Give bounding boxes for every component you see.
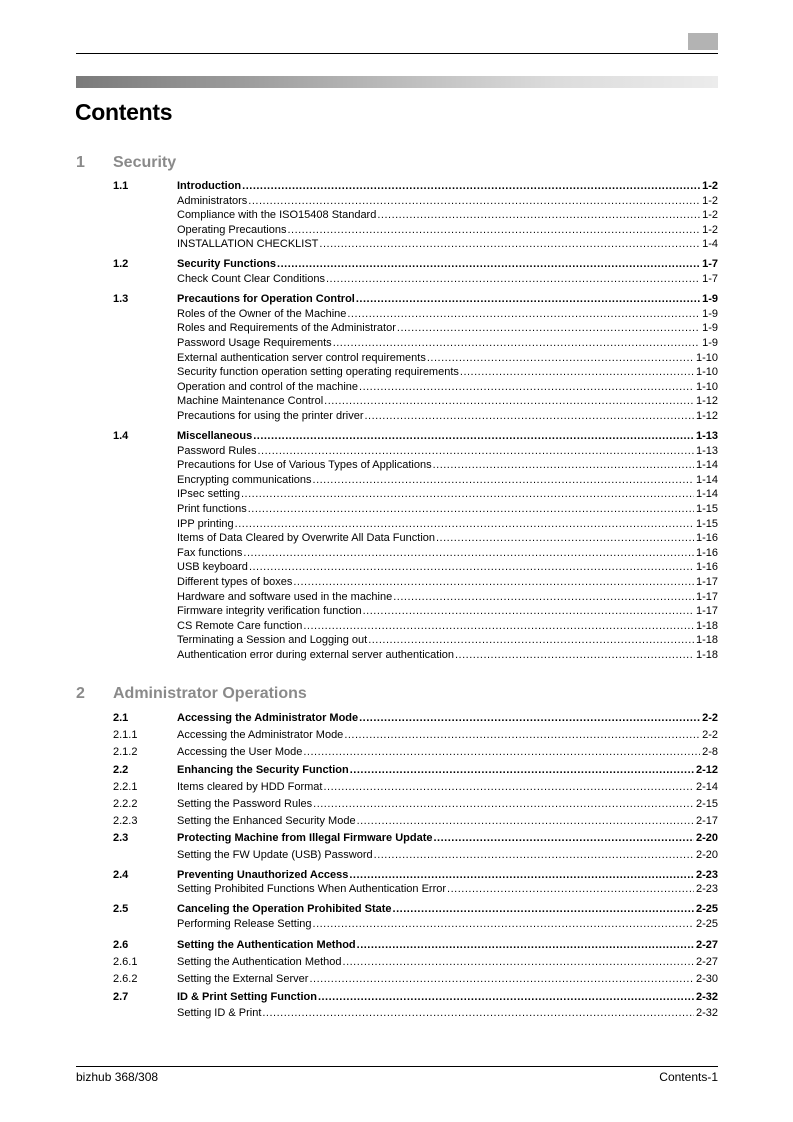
toc-entry-number: 1.1 <box>113 180 129 192</box>
dot-leader <box>447 882 694 897</box>
dot-leader <box>248 502 694 517</box>
toc-entry-page: 2-2 <box>702 712 718 724</box>
dot-leader <box>253 429 694 444</box>
toc-entry-page: 1-18 <box>695 648 718 661</box>
toc-entry-page: 1-16 <box>695 561 718 574</box>
toc-entry-page: 2-30 <box>695 973 718 986</box>
dot-leader <box>309 971 694 988</box>
toc-entry[interactable] <box>113 409 718 424</box>
toc-section-group <box>113 429 718 663</box>
toc-entry-number: 2.1.2 <box>113 746 138 759</box>
toc-entry[interactable] <box>113 394 718 409</box>
toc-entry-page: 2-8 <box>702 746 718 759</box>
toc-entry[interactable] <box>113 575 718 590</box>
toc-entry[interactable] <box>113 710 718 727</box>
toc-entry-number: 2.1 <box>113 712 129 724</box>
toc-entry-page: 1-2 <box>702 180 718 192</box>
toc-entry-title: Print functions <box>177 502 247 515</box>
toc-entry-page: 1-17 <box>695 575 718 588</box>
toc-entry[interactable] <box>113 272 718 287</box>
toc-entry-page: 1-14 <box>695 488 718 501</box>
toc-section-group <box>113 710 718 862</box>
toc-entry-title: Canceling the Operation Prohibited State <box>177 903 392 916</box>
toc-entry[interactable] <box>113 208 718 223</box>
toc-entry-page: 1-10 <box>695 380 718 393</box>
toc-entry-title: Setting the Authentication Method <box>177 938 356 951</box>
toc-entry-number: 2.2.1 <box>113 780 138 793</box>
dot-leader <box>241 487 694 502</box>
dot-leader <box>242 179 700 194</box>
chapter-heading-security <box>76 154 718 174</box>
toc-entry-title: Administrators <box>177 194 248 207</box>
toc-entry[interactable] <box>113 502 718 517</box>
toc-entry-title: Setting the Password Rules <box>177 797 313 810</box>
footer-rule <box>76 1066 718 1067</box>
dot-leader <box>303 744 700 761</box>
toc-entry-title: Enhancing the Security Function <box>177 763 349 776</box>
toc-entry-page: 2-20 <box>695 848 718 861</box>
chapter-number: 2 <box>76 685 85 702</box>
dot-leader <box>287 223 700 238</box>
dot-leader <box>243 546 694 561</box>
header-rule <box>76 53 718 54</box>
toc-entry-page: 1-10 <box>695 366 718 379</box>
toc-entry[interactable] <box>113 179 718 194</box>
toc-entry-number: 2.6 <box>113 938 129 951</box>
toc-entry[interactable] <box>113 813 718 830</box>
toc-entry-page: 2-25 <box>695 917 718 930</box>
toc-entry[interactable] <box>113 473 718 488</box>
toc-entry[interactable] <box>113 868 718 883</box>
toc-entry-title: Operation and control of the machine <box>177 380 359 393</box>
dot-leader <box>318 989 694 1006</box>
toc-entry-page: 2-15 <box>695 797 718 810</box>
dot-leader <box>363 604 694 619</box>
toc-entry-page: 1-14 <box>695 473 718 486</box>
toc-entry-page: 1-14 <box>695 459 718 472</box>
corner-tab-marker <box>688 33 718 50</box>
toc-section-group <box>113 868 718 897</box>
dot-leader <box>324 394 694 409</box>
dot-leader <box>262 1006 694 1021</box>
toc-entry[interactable] <box>113 351 718 366</box>
dot-leader <box>313 917 694 932</box>
toc-entry[interactable] <box>113 444 718 459</box>
dot-leader <box>323 779 693 796</box>
dot-leader <box>349 868 694 883</box>
toc-entry[interactable] <box>113 902 718 917</box>
toc-entry-title: Accessing the Administrator Mode <box>177 712 359 724</box>
toc-section-group <box>113 179 718 252</box>
dot-leader <box>397 321 700 336</box>
dot-leader <box>257 444 693 459</box>
toc-entry[interactable] <box>113 648 718 663</box>
toc-entry-number: 2.2 <box>113 763 129 776</box>
toc-entry-title: Setting ID & Print <box>177 1006 262 1019</box>
toc-entry[interactable] <box>113 194 718 209</box>
footer-product-name: bizhub 368/308 <box>76 1070 159 1084</box>
toc-entry-page: 1-18 <box>695 634 718 647</box>
toc-entry-title: Password Usage Requirements <box>177 336 332 349</box>
toc-entry-page: 1-13 <box>695 444 718 457</box>
toc-entry-page: 1-9 <box>702 307 718 320</box>
toc-entry-title: Security function operation setting operating requirements <box>177 366 459 379</box>
dot-leader <box>368 633 694 648</box>
toc-entry-title: ID & Print Setting Function <box>177 990 317 1003</box>
toc-entry[interactable] <box>113 989 718 1006</box>
toc-entry[interactable] <box>113 971 718 988</box>
toc-entry-page: 2-12 <box>695 763 718 776</box>
toc-entry[interactable] <box>113 848 718 863</box>
toc-entry-title: Firmware integrity verification function <box>177 605 362 618</box>
dot-leader <box>249 560 694 575</box>
toc-entry-page: 1-7 <box>702 258 718 271</box>
toc-entry-page: 1-2 <box>702 194 718 207</box>
chapter-heading-administrator-operations <box>76 685 718 705</box>
toc-entry-page: 1-16 <box>695 532 718 545</box>
toc-entry-title: Accessing the Administrator Mode <box>177 729 344 742</box>
toc-entry-title: Setting the External Server <box>177 973 309 986</box>
toc-entry-page: 2-25 <box>695 903 718 916</box>
toc-entry-title: Security Functions <box>177 258 277 271</box>
dot-leader <box>393 590 694 605</box>
dot-leader <box>357 937 694 954</box>
toc-entry[interactable] <box>113 429 718 444</box>
toc-section-group <box>113 292 718 423</box>
toc-entry-title: INSTALLATION CHECKLIST <box>177 238 319 251</box>
dot-leader <box>460 365 694 380</box>
toc-entry-page: 1-15 <box>695 502 718 515</box>
toc-entry-title: Machine Maintenance Control <box>177 395 324 408</box>
dot-leader <box>433 458 694 473</box>
toc-entry-title: Fax functions <box>177 546 243 559</box>
dot-leader <box>344 727 700 744</box>
toc-entry-page: 1-7 <box>702 273 718 286</box>
dot-leader <box>277 257 700 272</box>
dot-leader <box>235 517 694 532</box>
toc-entry-title: Encrypting communications <box>177 473 312 486</box>
dot-leader <box>359 710 700 727</box>
toc-entry[interactable] <box>113 762 718 779</box>
toc-entry-title: IPsec setting <box>177 488 240 501</box>
toc-entry[interactable] <box>113 604 718 619</box>
toc-entry[interactable] <box>113 779 718 796</box>
toc-chapter-2 <box>113 710 718 1020</box>
toc-entry[interactable] <box>113 307 718 322</box>
toc-entry-title: Introduction <box>177 180 242 192</box>
toc-entry-page: 2-23 <box>695 883 718 896</box>
toc-entry[interactable] <box>113 560 718 575</box>
dot-leader <box>347 307 700 322</box>
toc-entry-page: 1-9 <box>702 322 718 335</box>
toc-entry[interactable] <box>113 257 718 272</box>
toc-entry-page: 1-9 <box>702 293 718 306</box>
dot-leader <box>359 380 694 395</box>
dot-leader <box>343 954 694 971</box>
toc-entry-title: Different types of boxes <box>177 575 293 588</box>
toc-entry[interactable] <box>113 954 718 971</box>
toc-entry-title: External authentication server control requirements <box>177 351 426 364</box>
toc-entry-page: 1-12 <box>695 409 718 422</box>
toc-entry[interactable] <box>113 619 718 634</box>
dot-leader <box>436 531 694 546</box>
toc-entry-page: 2-23 <box>695 868 718 881</box>
toc-entry-title: Protecting Machine from Illegal Firmware Update <box>177 832 433 845</box>
toc-entry-title: Hardware and software used in the machine <box>177 590 393 603</box>
toc-entry-title: Precautions for using the printer driver <box>177 409 364 422</box>
toc-entry[interactable] <box>113 1006 718 1021</box>
dot-leader <box>393 902 694 917</box>
dot-leader <box>303 619 694 634</box>
toc-entry-number: 2.2.3 <box>113 815 138 828</box>
toc-entry[interactable] <box>113 917 718 932</box>
title-gradient-bar <box>76 76 718 88</box>
toc-entry-title: Performing Release Setting <box>177 917 312 930</box>
toc-entry-page: 1-16 <box>695 546 718 559</box>
toc-entry[interactable] <box>113 744 718 761</box>
toc-entry[interactable] <box>113 237 718 252</box>
dot-leader <box>455 648 694 663</box>
toc-entry[interactable] <box>113 633 718 648</box>
dot-leader <box>333 336 700 351</box>
toc-entry-page: 1-18 <box>695 619 718 632</box>
toc-section-group <box>113 257 718 286</box>
dot-leader <box>313 796 694 813</box>
toc-entry-title: Precautions for Use of Various Types of Applications <box>177 459 432 472</box>
toc-entry[interactable] <box>113 223 718 238</box>
toc-entry-page: 2-2 <box>702 729 718 742</box>
toc-entry[interactable] <box>113 292 718 307</box>
toc-entry-page: 1-15 <box>695 517 718 530</box>
toc-entry[interactable] <box>113 336 718 351</box>
toc-entry-title: Items cleared by HDD Format <box>177 780 323 793</box>
toc-entry-page: 2-32 <box>695 990 718 1003</box>
toc-entry-page: 1-4 <box>702 238 718 251</box>
dot-leader <box>319 237 700 252</box>
toc-entry-title: Password Rules <box>177 444 257 457</box>
toc-entry-title: Setting the Authentication Method <box>177 956 342 969</box>
chapter-title: Security <box>113 154 177 171</box>
toc-entry-title: Setting the Enhanced Security Mode <box>177 815 356 828</box>
toc-entry-title: Precautions for Operation Control <box>177 293 355 306</box>
dot-leader <box>434 830 694 847</box>
toc-entry-title: Roles and Requirements of the Administrator <box>177 322 396 335</box>
footer-page-number: Contents-1 <box>659 1070 718 1084</box>
toc-entry-page: 2-27 <box>695 938 718 951</box>
dot-leader <box>427 351 694 366</box>
toc-entry[interactable] <box>113 321 718 336</box>
toc-entry-page: 1-9 <box>702 336 718 349</box>
toc-entry-title: Operating Precautions <box>177 223 287 236</box>
toc-entry[interactable] <box>113 882 718 897</box>
toc-entry-number: 2.4 <box>113 868 129 881</box>
toc-entry-number: 2.6.2 <box>113 973 138 986</box>
toc-entry-page: 2-14 <box>695 780 718 793</box>
dot-leader <box>377 208 700 223</box>
toc-entry[interactable] <box>113 517 718 532</box>
toc-entry-title: Preventing Unauthorized Access <box>177 868 349 881</box>
dot-leader <box>364 409 693 424</box>
toc-entry-page: 2-27 <box>695 956 718 969</box>
toc-entry-title: USB keyboard <box>177 561 248 574</box>
toc-entry[interactable] <box>113 590 718 605</box>
toc-entry-number: 2.6.1 <box>113 956 138 969</box>
dot-leader <box>313 473 694 488</box>
toc-entry-title: Items of Data Cleared by Overwrite All Data Function <box>177 532 435 545</box>
toc-entry-page: 1-2 <box>702 209 718 222</box>
toc-entry-number: 2.2.2 <box>113 797 138 810</box>
chapter-number: 1 <box>76 154 85 171</box>
toc-entry-title: CS Remote Care function <box>177 619 303 632</box>
toc-entry-page: 1-10 <box>695 351 718 364</box>
toc-chapter-1 <box>113 179 718 663</box>
toc-entry[interactable] <box>113 531 718 546</box>
toc-entry-title: Terminating a Session and Logging out <box>177 634 368 647</box>
toc-entry-title: IPP printing <box>177 517 234 530</box>
dot-leader <box>326 272 700 287</box>
toc-entry-page: 2-20 <box>695 832 718 845</box>
toc-entry-page: 2-32 <box>695 1006 718 1019</box>
toc-entry[interactable] <box>113 365 718 380</box>
dot-leader <box>248 194 700 209</box>
toc-entry-title: Setting Prohibited Functions When Authentication Error <box>177 883 447 896</box>
dot-leader <box>374 848 694 863</box>
toc-entry-page: 2-17 <box>695 815 718 828</box>
toc-section-group <box>113 902 718 931</box>
toc-entry-page: 1-13 <box>695 430 718 442</box>
toc-entry-number: 1.2 <box>113 258 129 271</box>
toc-entry[interactable] <box>113 727 718 744</box>
toc-entry-title: Check Count Clear Conditions <box>177 273 325 286</box>
dot-leader <box>357 813 694 830</box>
dot-leader <box>350 762 694 779</box>
toc-entry-title: Miscellaneous <box>177 430 253 442</box>
chapter-title: Administrator Operations <box>113 685 307 702</box>
toc-entry-page: 1-17 <box>695 605 718 618</box>
page-title: Contents <box>75 99 173 125</box>
toc-entry-number: 1.3 <box>113 293 129 306</box>
toc-entry[interactable] <box>113 546 718 561</box>
toc-entry[interactable] <box>113 937 718 954</box>
toc-entry[interactable] <box>113 487 718 502</box>
toc-entry[interactable] <box>113 796 718 813</box>
toc-entry-title: Compliance with the ISO15408 Standard <box>177 209 377 222</box>
toc-entry-page: 1-12 <box>695 395 718 408</box>
toc-entry-number: 2.7 <box>113 990 129 1003</box>
toc-section-group <box>113 937 718 1020</box>
toc-entry-number: 2.1.1 <box>113 729 138 742</box>
dot-leader <box>356 292 700 307</box>
toc-entry-title: Roles of the Owner of the Machine <box>177 307 347 320</box>
toc-entry-number: 2.5 <box>113 903 129 916</box>
toc-entry[interactable] <box>113 380 718 395</box>
toc-entry-page: 1-17 <box>695 590 718 603</box>
toc-entry-number: 2.3 <box>113 832 129 845</box>
toc-entry-page: 1-2 <box>702 223 718 236</box>
toc-entry-title: Accessing the User Mode <box>177 746 303 759</box>
toc-entry-title: Authentication error during external server authentication <box>177 648 454 661</box>
toc-entry-title: Setting the FW Update (USB) Password <box>177 848 373 861</box>
toc-entry-number: 1.4 <box>113 430 129 442</box>
dot-leader <box>293 575 694 590</box>
toc-entry[interactable] <box>113 458 718 473</box>
toc-entry[interactable] <box>113 830 718 847</box>
